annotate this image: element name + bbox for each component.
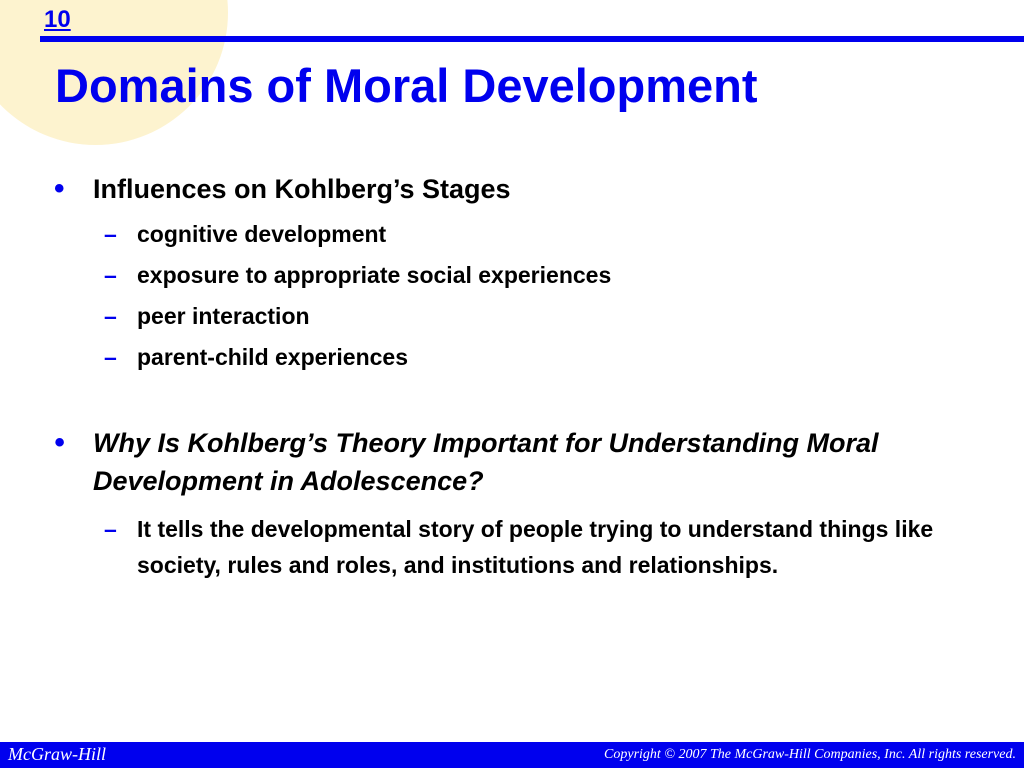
bullet-text: Influences on Kohlberg’s Stages [93,174,511,204]
sub-item-text: peer interaction [137,303,310,329]
bullet-text: Why Is Kohlberg’s Theory Important for Understanding Moral Development in Adolescence? [93,428,879,496]
dash-icon: – [104,516,117,542]
dash-icon: – [104,303,117,329]
footer-copyright: Copyright © 2007 The McGraw-Hill Companies, Inc. All rights reserved. [604,747,1016,762]
sub-item-text: parent-child experiences [137,344,408,370]
sub-item-text: exposure to appropriate social experiences [137,262,612,288]
footer-bar [0,742,1024,768]
bullet-dot-icon: • [54,426,65,459]
slide-number: 10 [44,6,71,33]
page-title: Domains of Moral Development [55,59,758,112]
dash-icon: – [104,221,117,247]
top-rule [40,36,1024,42]
bullet-dot-icon: • [54,172,65,205]
sub-item-text: It tells the developmental story of people trying to understand things like society, rules and roles, and institutions and relationships. [137,516,934,578]
dash-icon: – [104,262,117,288]
dash-icon: – [104,344,117,370]
sub-item-text: cognitive development [137,221,387,247]
footer-brand: McGraw-Hill [8,744,106,764]
